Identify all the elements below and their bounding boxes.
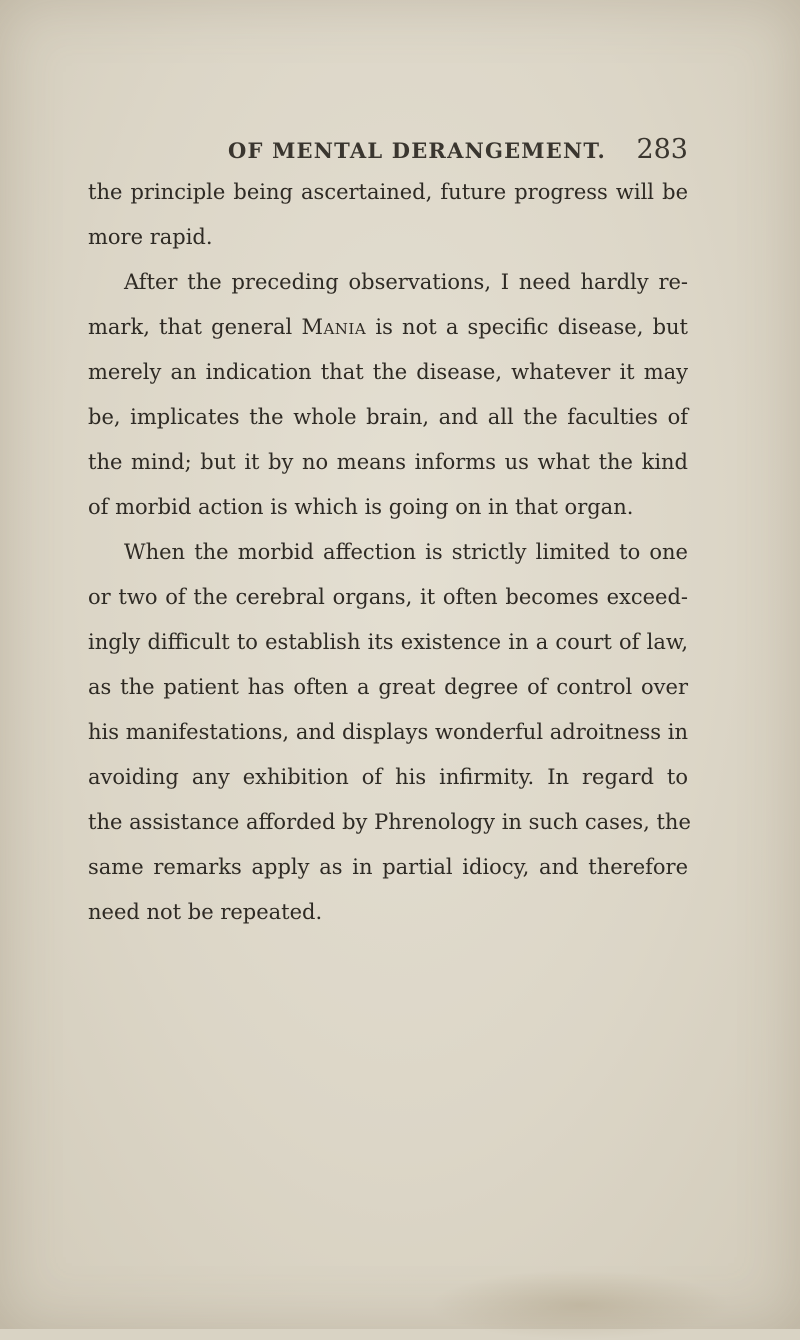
text-fragment: mark, that general bbox=[88, 315, 302, 339]
running-head bbox=[228, 134, 688, 170]
text-line: his manifestations, and displays wonderful adroitness in bbox=[88, 720, 688, 744]
text-line: as the patient has often a great degree of control over bbox=[88, 675, 688, 699]
text-line: the assistance afforded by Phrenology in such cases, the bbox=[88, 810, 691, 834]
text-line: avoiding any exhibition of his infirmity. In regard to bbox=[88, 765, 688, 789]
text-line: or two of the cerebral organs, it often becomes exceed- bbox=[88, 585, 688, 609]
text-fragment: is not a specific disease, but bbox=[375, 315, 688, 339]
body-text bbox=[88, 170, 691, 935]
text-line: When the morbid affection is strictly limited to one bbox=[124, 540, 688, 564]
text-line: the mind; but it by no means informs us what the kind bbox=[88, 450, 688, 474]
text-line: the principle being ascertained, future progress will be bbox=[88, 180, 688, 204]
text-line: of morbid action is which is going on in that organ. bbox=[88, 495, 634, 519]
page-number: 283 bbox=[636, 134, 688, 165]
text-line: ingly difficult to establish its existence in a court of law, bbox=[88, 630, 688, 654]
running-head-title: OF MENTAL DERANGEMENT. bbox=[228, 138, 606, 163]
text-line: more rapid. bbox=[88, 225, 213, 249]
text-line: merely an indication that the disease, whatever it may bbox=[88, 360, 688, 384]
text-line bbox=[88, 305, 688, 350]
paper-stain bbox=[430, 1270, 730, 1340]
term-mania: Mania bbox=[301, 315, 367, 339]
text-line: be, implicates the whole brain, and all the faculties of bbox=[88, 405, 688, 429]
text-line: After the preceding observations, I need hardly re- bbox=[124, 270, 688, 294]
text-line: need not be repeated. bbox=[88, 900, 323, 924]
text-line: same remarks apply as in partial idiocy, and therefore bbox=[88, 855, 688, 879]
